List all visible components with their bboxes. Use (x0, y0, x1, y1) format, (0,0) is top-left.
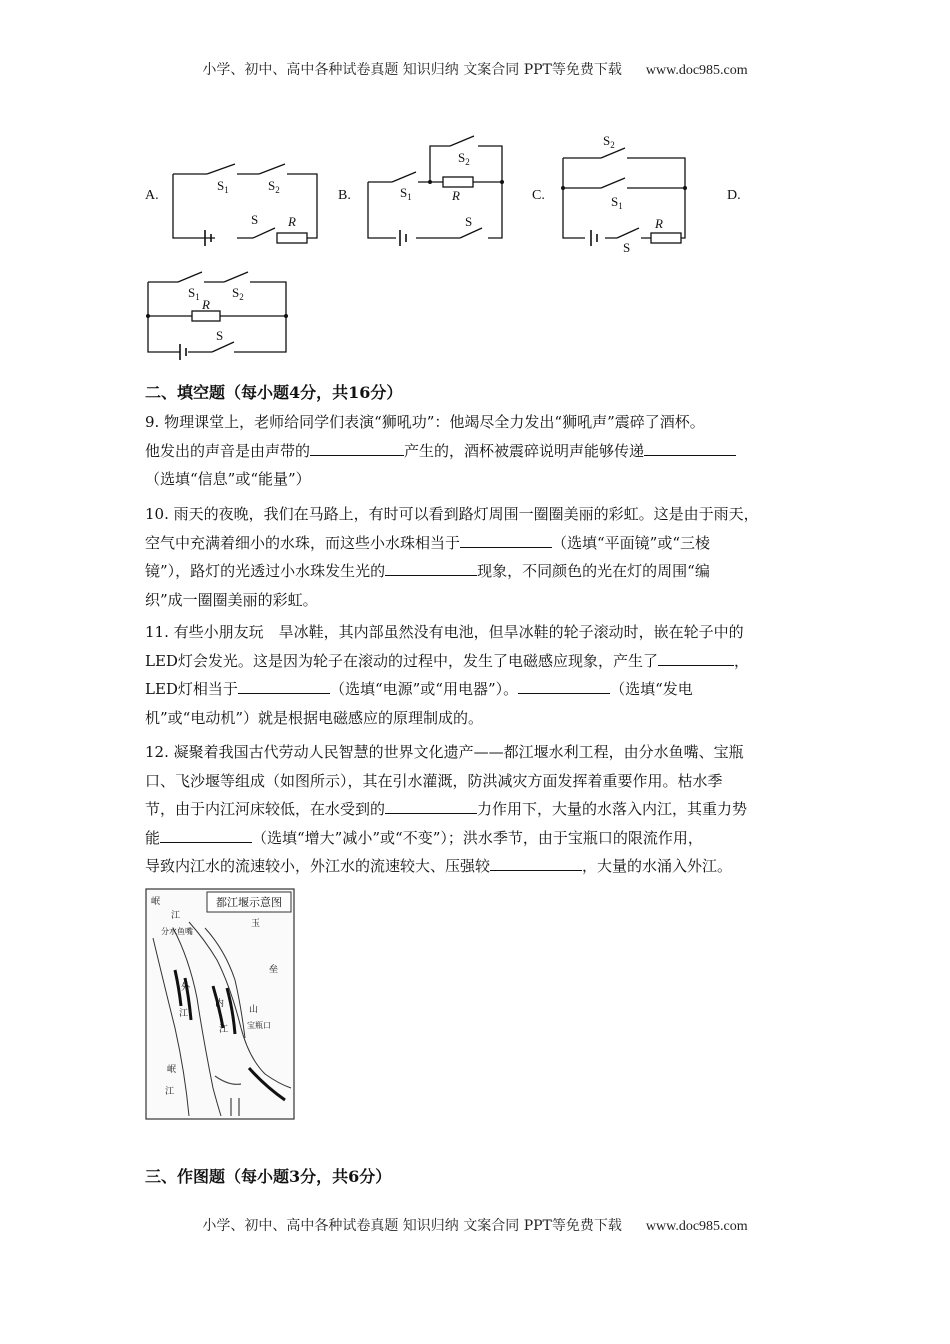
label-r: R (202, 297, 210, 312)
map-label-min-1: 岷 (151, 896, 161, 906)
circuit-b (360, 130, 520, 250)
label-r: R (655, 216, 663, 231)
svg-text:S1 (400, 185, 412, 202)
label-s1: S (400, 185, 408, 200)
label-s: S (216, 328, 224, 343)
resistor-r (277, 233, 307, 243)
q12-line-5: 导致内江水的流速较小，外江水的流速较大、压强较 ，大量的水涌入外江。 (145, 857, 733, 876)
q10-line-2: 空气中充满着细小的水珠，而这些小水珠相当于 （选填“平面镜”或“三棱 (145, 533, 711, 552)
map-label-nei-1: 内 (215, 998, 225, 1008)
map-label-shan: 山 (249, 1004, 259, 1014)
q9-line-2: 他发出的声音是由声带的 产生的，酒杯被震碎说明声能够传递 (145, 437, 825, 466)
q12-line-4: 能 （选填“增大”减小”或“不变”）；洪水季节，由于宝瓶口的限流作用， (145, 828, 703, 847)
map-label-min-3: 岷 (167, 1064, 177, 1074)
option-a-label: A. (145, 188, 159, 203)
switch-s (617, 228, 639, 238)
q11-line-3: LED灯相当于 （选填“电源”或“用电器”）。 （选填“发电 (145, 680, 693, 699)
q12-line-3: 节，由于内江河床较低，在水受到的 力作用下，大量的水落入内江，其重力势 (145, 800, 748, 819)
q9-line-1: 9. 物理课堂上，老师给同学们表演“狮吼功”：他竭尽全力发出“狮吼声”震碎了酒杯。 (145, 413, 705, 431)
footer-url: www.doc985.com (645, 1219, 748, 1234)
svg-text:S2 (268, 178, 280, 195)
map-label-lei: 垒 (269, 964, 279, 974)
q11-blank-2[interactable] (238, 679, 330, 694)
switch-s (460, 228, 482, 238)
switch-s (212, 342, 234, 352)
q10-blank-2[interactable] (385, 561, 477, 576)
option-b-label: B. (338, 188, 351, 203)
map-label-wai-1: 外 (181, 982, 191, 992)
battery-icon (400, 230, 406, 246)
label-s1: S (217, 178, 225, 193)
label-r: R (452, 188, 460, 203)
page-header (0, 59, 950, 79)
switch-s1 (392, 172, 416, 182)
q11-line-1: 11. 有些小朋友玩 旱冰鞋，其内部虽然没有电池，但旱冰鞋的轮子滚动时，嵌在轮子中的 (145, 623, 744, 641)
resistor-r (443, 177, 473, 187)
q10-line-1: 10. 雨天的夜晚，我们在马路上，有时可以看到路灯周围一圈圈美丽的彩虹。这是由于雨天， (145, 505, 759, 523)
map-label-wai-2: 江 (179, 1008, 189, 1018)
map-label-min-4: 江 (165, 1086, 175, 1096)
label-s1: S (611, 194, 619, 209)
switch-s2 (224, 272, 248, 282)
header-text: 小学、初中、高中各种试卷真题 知识归纳 文案合同 PPT等免费下载 (202, 62, 622, 78)
switch-s1 (207, 164, 235, 174)
label-s2: S (232, 285, 240, 300)
q12-blank-2[interactable] (160, 828, 252, 843)
svg-text:S1 (611, 194, 623, 211)
map-label-min-2: 江 (171, 910, 181, 920)
q9-blank-1[interactable] (310, 441, 404, 456)
resistor-r (192, 311, 220, 321)
q11-blank-3[interactable] (518, 679, 610, 694)
label-s2: S (458, 150, 466, 165)
circuit-d (140, 270, 300, 365)
question-10 (145, 500, 825, 614)
q10-line-3: 镜”），路灯的光透过小水珠发生光的 现象，不同颜色的光在灯的周围“编 (145, 562, 710, 581)
map-label-nei-2: 江 (219, 1024, 229, 1034)
label-s: S (623, 240, 631, 255)
q10-blank-1[interactable] (460, 533, 552, 548)
svg-text:S2 (603, 133, 615, 150)
label-s1-sub: 1 (618, 201, 623, 211)
section-2-title: 二、填空题（每小题4分，共16分） (145, 383, 403, 402)
switch-s2 (450, 136, 474, 146)
label-s2-sub: 2 (610, 140, 615, 150)
question-12 (145, 738, 825, 881)
switch-s (253, 228, 275, 238)
q10-line-4: 织”成一圈圈美丽的彩虹。 (145, 590, 318, 609)
switch-s1 (601, 178, 625, 188)
label-s2-sub: 2 (275, 185, 280, 195)
label-s2: S (603, 133, 611, 148)
q11-line-4: 机”或“电动机”）就是根据电磁感应的原理制成的。 (145, 708, 484, 727)
q11-blank-1[interactable] (658, 651, 734, 666)
switch-s1 (178, 272, 202, 282)
circuit-a (165, 150, 325, 250)
circuit-c (555, 130, 705, 255)
map-title: 都江堰示意图 (216, 897, 282, 909)
label-s2: S (268, 178, 276, 193)
q12-blank-1[interactable] (385, 799, 477, 814)
label-s2-sub: 2 (465, 157, 470, 167)
battery-icon (180, 344, 186, 360)
switch-s2 (259, 164, 285, 174)
svg-text:S1 (188, 285, 200, 302)
label-s2-sub: 2 (239, 292, 244, 302)
dujiangyan-map (145, 888, 295, 1120)
question-11 (145, 618, 825, 732)
label-s: S (251, 212, 259, 227)
label-s1-sub: 1 (224, 185, 229, 195)
svg-text:S1 (217, 178, 229, 195)
label-s1-sub: 1 (407, 192, 412, 202)
q9-line-3: （选填“信息”或“能量”） (145, 470, 311, 489)
option-c-label: C. (532, 188, 545, 203)
resistor-r (651, 233, 681, 243)
page-footer (0, 1215, 950, 1235)
question-9 (145, 408, 825, 494)
svg-text:S2 (232, 285, 244, 302)
label-s: S (465, 214, 473, 229)
footer-text: 小学、初中、高中各种试卷真题 知识归纳 文案合同 PPT等免费下载 (202, 1218, 622, 1234)
q12-line-1: 12. 凝聚着我国古代劳动人民智慧的世界文化遗产——都江堰水利工程，由分水鱼嘴、宝瓶 (145, 743, 744, 761)
q11-line-2: LED灯会发光。这是因为轮子在滚动的过程中，发生了电磁感应现象，产生了 ， (145, 651, 749, 670)
q12-line-2: 口、飞沙堰等组成（如图所示），其在引水灌溉，防洪减灾方面发挥着重要作用。枯水季 (145, 771, 723, 790)
svg-text:S2 (458, 150, 470, 167)
option-d-label: D. (727, 188, 741, 203)
label-s1: S (188, 285, 196, 300)
q9-blank-2[interactable] (644, 441, 736, 456)
map-label-fenshui: 分水鱼嘴 (161, 927, 193, 936)
header-url: www.doc985.com (645, 63, 748, 78)
label-r: R (288, 214, 296, 229)
map-label-baoping: 宝瓶口 (247, 1021, 271, 1030)
battery-icon (591, 230, 597, 246)
label-s1-sub: 1 (195, 292, 200, 302)
q12-blank-3[interactable] (490, 856, 582, 871)
map-label-yu: 玉 (251, 918, 261, 928)
section-3-title: 三、作图题（每小题3分，共6分） (145, 1167, 392, 1186)
